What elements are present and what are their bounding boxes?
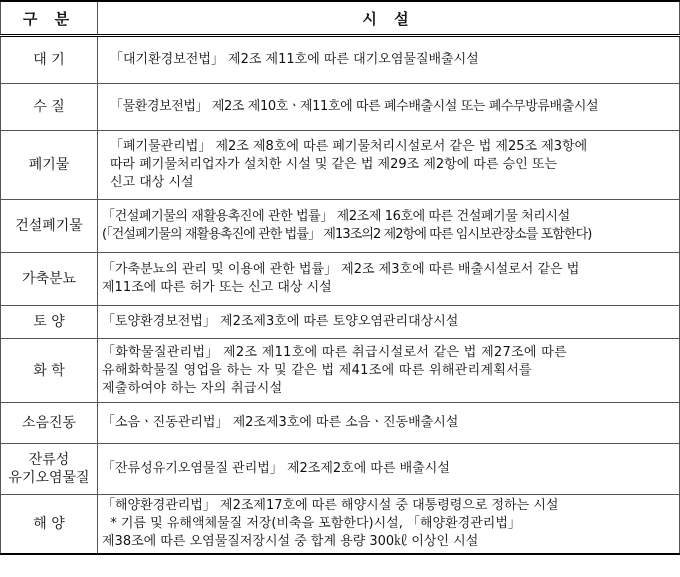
facility-line: 「소음ㆍ진동관리법」 제2조제3호에 따른 소음ㆍ진동배출시설 xyxy=(102,415,459,430)
facility-line: 따라 폐기물처리업자가 설치한 시설 및 같은 법 제29조 제2항에 따른 승인 또는 xyxy=(110,157,558,172)
facility-cell xyxy=(98,306,680,339)
category-cell xyxy=(1,444,98,495)
facility-line: 신고 대상 시설 xyxy=(110,175,194,190)
facility-line: 제38조에 따른 오염물질저장시설 중 합계 용량 300㎘ 이상인 시설 xyxy=(102,534,479,549)
table-row xyxy=(1,306,680,339)
facility-line: 「잔류성유기오염물질 관리법」 제2조제2호에 따른 배출시설 xyxy=(102,461,450,476)
category-cell: 수 질 xyxy=(1,84,98,131)
table-row xyxy=(1,444,680,495)
facility-line: 「대기환경보전법」 제2조 제11호에 따른 대기오염물질배출시설 xyxy=(110,52,479,67)
category-cell: 가축분뇨 xyxy=(1,253,98,306)
category-cell: 해 양 xyxy=(1,495,98,555)
category-cell: 건설폐기물 xyxy=(1,200,98,253)
category-cell: 폐기물 xyxy=(1,131,98,200)
facility-cell xyxy=(98,131,680,200)
facility-line: * 기름 및 유해액체물질 저장(비축을 포함한다)시설, 「해양환경관리법」 xyxy=(102,516,521,531)
facility-cell xyxy=(98,403,680,444)
category-cell: 소음진동 xyxy=(1,403,98,444)
table-row xyxy=(1,495,680,555)
facility-line: 「물환경보전법」 제2조 제10호ㆍ제11호에 따른 폐수배출시설 또는 폐수무방류배출시설 xyxy=(110,99,599,114)
facility-line: 유해화학물질 영업을 하는 자 및 같은 법 제41조에 따른 위해관리계획서를 xyxy=(102,362,532,378)
facility-line: 「폐기물관리법」 제2조 제8호에 따른 폐기물처리시설로서 같은 법 제25조 제3항에 xyxy=(110,139,588,154)
facility-line: 「해양환경관리법」 제2조제17호에 따른 해양시설 중 대통령령으로 정하는 시설 xyxy=(102,498,559,513)
category-header: 구 분 xyxy=(1,1,98,36)
table-row xyxy=(1,253,680,306)
facility-line: 제출하여야 하는 자의 취급시설 xyxy=(102,380,283,396)
table-row xyxy=(1,339,680,403)
facility-line: (「건설폐기물의 재활용촉진에 관한 법률」 제13조의2 제2항에 따른 임시보관장소를 포함한다) xyxy=(102,227,592,242)
facility-line: 「화학물질관리법」 제2조 제11호에 따른 취급시설로서 같은 법 제27조에 따른 xyxy=(102,344,567,360)
category-cell: 대 기 xyxy=(1,36,98,84)
table-header-row xyxy=(1,1,680,36)
table-row xyxy=(1,200,680,253)
facility-cell xyxy=(98,200,680,253)
facility-line: 「건설폐기물의 재활용촉진에 관한 법률」 제2조제 16호에 따른 건설폐기물 처리시설 xyxy=(102,209,570,224)
facility-cell xyxy=(98,495,680,555)
facility-line: 「가축분뇨의 관리 및 이용에 관한 법률」 제2조 제3호에 따른 배출시설로서 같은 법 xyxy=(102,262,580,277)
facility-cell xyxy=(98,253,680,306)
facility-cell xyxy=(98,444,680,495)
table-row xyxy=(1,36,680,84)
facility-cell xyxy=(98,339,680,403)
facility-cell xyxy=(98,84,680,131)
facility-cell xyxy=(98,36,680,84)
table-row xyxy=(1,131,680,200)
facility-line: 제11조에 따른 허가 또는 신고 대상 시설 xyxy=(102,280,332,295)
facility-line: 「토양환경보전법」 제2조제3호에 따른 토양오염관리대상시설 xyxy=(102,314,459,329)
category-cell: 토 양 xyxy=(1,306,98,339)
table-row xyxy=(1,403,680,444)
table-row xyxy=(1,84,680,131)
category-line: 유기오염물질 xyxy=(8,470,90,486)
category-line: 잔류성 xyxy=(28,452,70,468)
facility-header: 시 설 xyxy=(98,1,680,36)
category-cell: 화 학 xyxy=(1,339,98,403)
